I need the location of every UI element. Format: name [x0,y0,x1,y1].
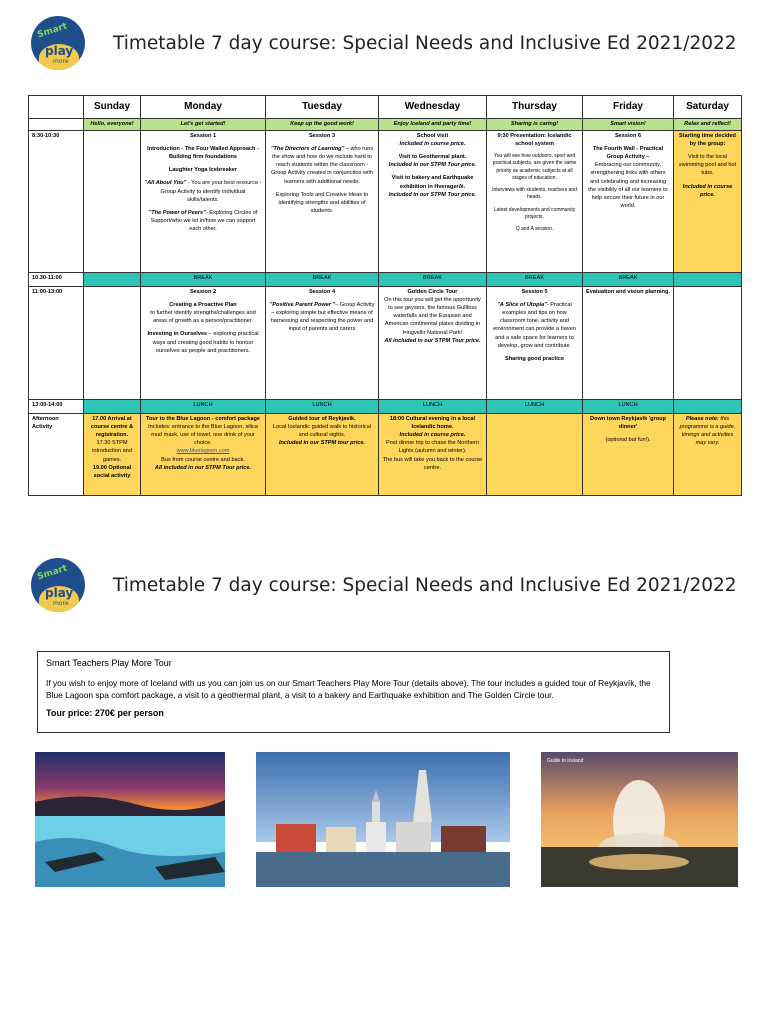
tuesday-midday: Session 4 "Positive Parent Power "– Group Activity – exploring simple but effective means of harnessing and respecting the power and input of parents and carers [266,287,379,400]
monday-midday: Session 2 Creating a Proactive Plan to further identify strengths/challenges and areas of growth as a person/practitioner. Investing in Ourselves – exploring practical ways and creating good habits to honour ourselves as people and practitioners. [141,287,266,400]
saturday-afternoon: Please note: this programme is a guide, timings and activities may vary. [674,414,742,496]
wednesday-midday: Golden Circle Tour On this tour you will get the opportunity to see geysers, the famous Gullfoss waterfalls and the Eurasian and American continental plates dividing in Þingvellir National Park! All included in our STPM Tour price. [379,287,487,400]
thursday-midday: Session 5 "A Slice of Utopia"- Practical examples and tips on how classroom tone, activity and environment can provide a haven and a safe space for learners to develop, grow and contribute. Sharing good practice [487,287,583,400]
tour-price: Tour price: 270€ per person [46,708,164,719]
tuesday-morning: Session 3 "The Directors of Learning" – who runs the show and how do we include hard to reach students within the classroom - Group Activity created in conjunction with learners with additional needs. Exploring Tools and Creative Ideas to identifying strengths and abilities of students. [266,131,379,273]
motto-sunday: Hello, everyone! [84,119,141,131]
motto-saturday: Relax and reflect! [674,119,742,131]
break-row: 10.30-11:00 BREAK BREAK BREAK BREAK BREAK [29,273,742,287]
saturday-morning: Starting time decided by the group: Visit to the local swimming pool and hot tubs. Included in course price. [674,131,742,273]
day-sunday: Sunday [84,96,141,119]
photo-caption: Guide to Iceland [547,758,584,764]
blue-lagoon-photo [35,752,225,887]
time-afternoon: Afternoon Activity [29,414,84,496]
wednesday-afternoon: 18:00 Cultural evening in a local Icelandic home. Included in course price. Post dinner trip to chase the Northern Lights (autumn and winter). The bus will take you back to the course centre. [379,414,487,496]
motto-thursday: Sharing is caring! [487,119,583,131]
motto-row [29,119,742,131]
day-thursday: Thursday [487,96,583,119]
afternoon-row [29,414,742,496]
smart-teachers-logo-2: Smart play more [31,558,85,612]
morning-row [29,131,742,273]
friday-midday: Evaluation and vision planning. [583,287,674,400]
bluelagoon-link[interactable]: www.bluelagoon.com [176,448,230,455]
wednesday-morning: School visit Included in course price. Visit to Geothermal plant. Included in our STPM Tour price. Visit to bakery and Earthquake exhibition in Hveragerði. Included in our STPM Tour price. [379,131,487,273]
tour-info-box [37,651,670,733]
friday-afternoon: Down town Reykjavík 'group dinner' (optional but fun!). [583,414,674,496]
motto-monday: Let's get started! [141,119,266,131]
timetable [28,95,742,496]
lunch-row: 13:00-14:00 LUNCH LUNCH LUNCH LUNCH LUNCH [29,400,742,414]
day-header-row [29,96,742,119]
page-title: Timetable 7 day course: Special Needs and Inclusive Ed 2021/2022 [113,33,737,54]
time-break: 10.30-11:00 [29,273,84,287]
motto-tuesday: Keep up the good work! [266,119,379,131]
tuesday-afternoon: Guided tour of Reykjavík. Local Icelandic guided walk to historical and cultural sights. Included in our STPM tour price. [266,414,379,496]
day-wednesday: Wednesday [379,96,487,119]
day-monday: Monday [141,96,266,119]
monday-morning: Session 1 Introduction - The Four Walled Approach - Building firm foundations Laughter Yoga Icebreaker "All About You" - You are your best resource - Group Activity to identify individual skills/talents. "The Power of Peers"- Exploring Circles of Support/who we let in/how we can support each other. [141,131,266,273]
tour-title: Smart Teachers Play More Tour [46,658,172,668]
smart-teachers-logo: Smart play more [31,16,85,70]
motto-friday: Smart vision! [583,119,674,131]
friday-morning: Session 6 The Fourth Wall - Practical Group Activity – Embracing our community, strengthening links with others and celebrating and increasing the visibility of all our learners to help secure their future in our world. [583,131,674,273]
sunday-afternoon: 17.00 Arrival at course centre & registration. 17.30 STPM introduction and games. 19.00 Optional social activity [84,414,141,496]
day-saturday: Saturday [674,96,742,119]
day-tuesday: Tuesday [266,96,379,119]
midday-row [29,287,742,400]
reykjavik-photo [256,752,510,887]
corner-cell [29,96,84,119]
tour-description: If you wish to enjoy more of Iceland with us you can join us on our Smart Teachers Play More Tour (details above). The tour includes a guided tour of Reykjavík, the Blue Lagoon spa comfort package, a visit to a geothermal plant, a visit to a bakery and Earthquake exhibition and The Golden Circle tour. [46,678,651,701]
monday-afternoon: Tour to the Blue Lagoon - comfort package Includes: entrance to the Blue Lagoon, silica mud mask, use of towel, one drink of your choice. www.bluelagoon.com Bus from course centre and back. All included in our STPM Tour price. [141,414,266,496]
time-midday: 11:00-13:00 [29,287,84,400]
thursday-morning: 9:30 Presentation: Icelandic school system You will see how outdoors, sport and practical subjects, are given the same priority as academic subjects at all stages of education. Interviews with students, teachers and heads. Latest developments and community projects. Q and A session. [487,131,583,273]
geyser-photo [541,752,738,887]
time-lunch: 13:00-14:00 [29,400,84,414]
day-friday: Friday [583,96,674,119]
motto-wednesday: Enjoy Iceland and party time! [379,119,487,131]
time-morning: 8:30-10:30 [29,131,84,273]
page-title-2: Timetable 7 day course: Special Needs and Inclusive Ed 2021/2022 [113,575,737,596]
